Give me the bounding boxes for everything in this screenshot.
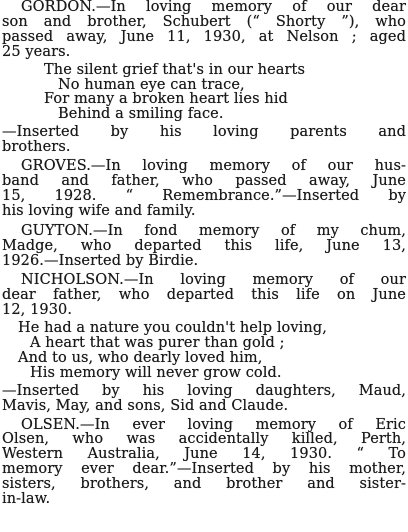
verse-line: For many a broken heart lies hid	[44, 91, 288, 108]
notice-line: son and brother, Schubert (“ Shorty ”), who	[2, 13, 406, 30]
notice-line: his loving wife and family.	[2, 202, 196, 219]
notice-line: memory ever dear.”—Inserted by his mother,	[2, 461, 406, 478]
notice-line: in-law.	[2, 491, 51, 508]
verse-line: Behind a smiling face.	[58, 106, 224, 123]
notice-line: Mavis, May, and sons, Sid and Claude.	[2, 397, 289, 414]
notice-olsen	[2, 418, 406, 507]
verse-line: A heart that was purer than gold ;	[30, 335, 285, 352]
verse-line: And to us, who dearly loved him,	[18, 349, 263, 366]
notice-line: 1926.—Inserted by Birdie.	[2, 252, 199, 269]
notice-line: Madge, who departed this life, June 13,	[2, 237, 406, 254]
notice-line: NICHOLSON.—In loving memory of our	[21, 272, 406, 289]
notice-nicholson	[2, 273, 406, 413]
notice-groves	[2, 159, 406, 219]
notice-line: —Inserted by his loving daughters, Maud,	[2, 382, 406, 399]
verse-line: No human eye can trace,	[58, 76, 245, 93]
verse	[2, 321, 406, 381]
notice-line: passed away, June 11, 1930, at Nelson ; aged	[2, 28, 406, 45]
notice-line: band and father, who passed away, June	[2, 172, 406, 189]
notice-line: brothers.	[2, 139, 71, 156]
notice-line: Western Australia, June 14, 1930. “ To	[2, 446, 406, 463]
notice-line: Olsen, who was accidentally killed, Perth,	[2, 431, 406, 448]
notice-gordon	[2, 0, 406, 155]
verse-line: The silent grief that's in our hearts	[44, 61, 306, 78]
verse	[2, 63, 406, 123]
notice-line: 12, 1930.	[2, 302, 73, 319]
notice-line: GROVES.—In loving memory of our hus-	[21, 158, 406, 175]
notice-line: —Inserted by his loving parents and	[2, 124, 406, 141]
notice-line: 25 years.	[2, 43, 71, 60]
notice-line: sisters, brothers, and brother and sister-	[2, 476, 406, 493]
notice-line: dear father, who departed this life on June	[2, 287, 406, 304]
verse-line: He had a nature you couldn't help loving,	[18, 320, 327, 337]
notice-guyton	[2, 224, 406, 269]
notice-line: GORDON.—In loving memory of our dear	[21, 0, 406, 15]
notice-line: OLSEN.—In ever loving memory of Eric	[21, 416, 406, 433]
verse-line: His memory will never grow cold.	[30, 364, 282, 381]
notice-line: GUYTON.—In fond memory of my chum,	[21, 222, 406, 239]
notice-line: 15, 1928. “ Remembrance.”—Inserted by	[2, 187, 406, 204]
